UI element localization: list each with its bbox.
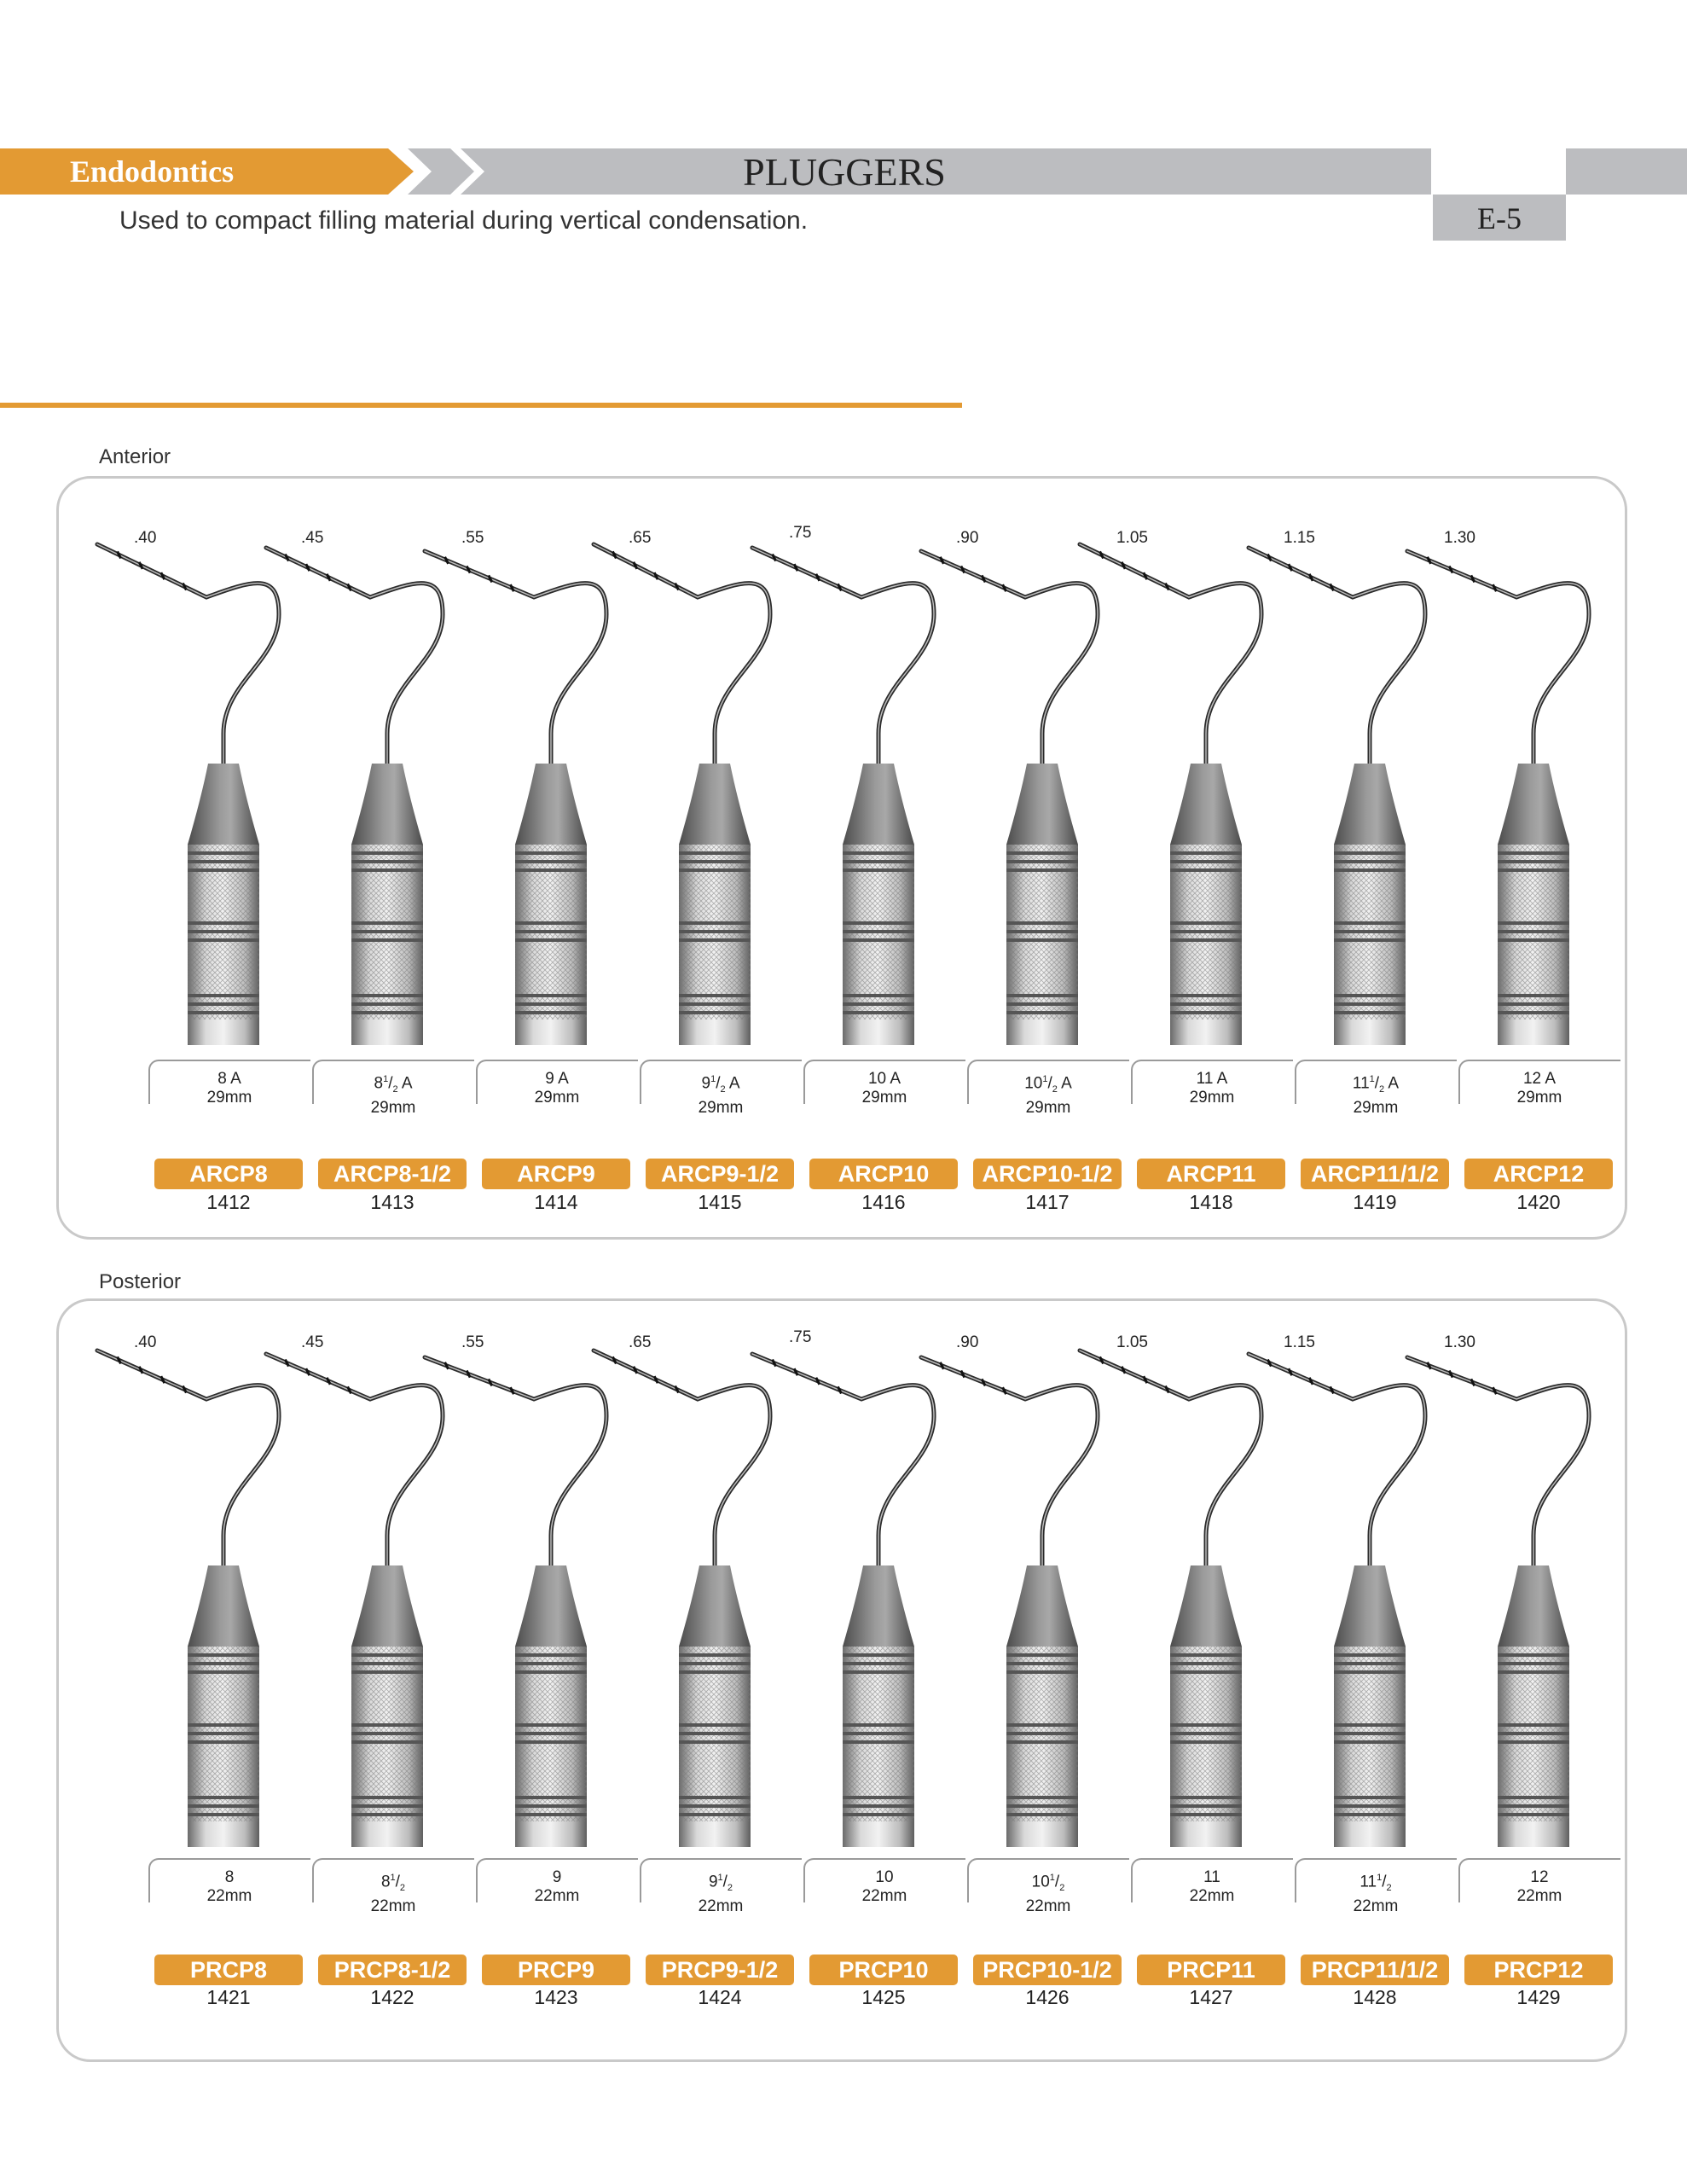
size-label xyxy=(312,1060,474,1099)
product-code-badge: ARCP9 xyxy=(482,1159,630,1189)
size-main: 12 xyxy=(1522,1070,1542,1088)
size-fraction-slash: / xyxy=(1374,1074,1380,1093)
size-fraction-numerator: 1 xyxy=(383,1074,389,1084)
tip-size-label: .40 xyxy=(134,529,157,547)
tip-size-label: .55 xyxy=(461,529,484,547)
size-main: 9 xyxy=(545,1070,554,1088)
size-label xyxy=(803,1858,965,1887)
size-fraction-slash: / xyxy=(722,1873,728,1891)
size-cell xyxy=(1295,1060,1457,1118)
size-main: 9 xyxy=(708,1873,718,1891)
catalog-number: 1424 xyxy=(698,1986,742,2008)
handle-ferrule xyxy=(1170,764,1242,845)
handle-ferrule xyxy=(351,1565,423,1647)
size-fraction-denominator: 2 xyxy=(1379,1084,1385,1095)
size-cell xyxy=(967,1060,1129,1118)
catalog-number: 1420 xyxy=(1516,1191,1561,1213)
size-cell xyxy=(967,1858,1129,1916)
size-fraction-denominator: 2 xyxy=(1059,1883,1065,1894)
length-label: 29mm xyxy=(1353,1099,1399,1118)
size-label xyxy=(1131,1060,1293,1089)
plugger-shaft xyxy=(921,1357,1098,1565)
size-suffix: A xyxy=(728,1074,740,1093)
tip-size-label: .45 xyxy=(301,1333,324,1351)
size-suffix: A xyxy=(1216,1070,1228,1088)
product-code-badge: PRCP11 xyxy=(1137,1955,1285,1985)
size-cell xyxy=(803,1060,965,1107)
plugger-shaft xyxy=(1407,1357,1589,1565)
size-fraction-denominator: 2 xyxy=(727,1883,733,1894)
plugger-shaft xyxy=(1080,544,1261,764)
size-label xyxy=(967,1858,1129,1897)
handle-ferrule xyxy=(1498,1565,1569,1647)
divider xyxy=(0,403,962,408)
size-main: 8 xyxy=(224,1868,235,1886)
size-cell xyxy=(640,1858,802,1916)
size-label xyxy=(148,1060,310,1089)
size-label xyxy=(476,1858,638,1887)
length-label: 29mm xyxy=(534,1089,580,1107)
handle-ferrule xyxy=(1334,764,1406,845)
size-main: 10 xyxy=(875,1868,894,1886)
tip-size-label: .55 xyxy=(461,1333,484,1351)
catalog-number: 1428 xyxy=(1353,1986,1397,2008)
tip-size-label: 1.30 xyxy=(1444,529,1475,547)
handle-ferrule xyxy=(843,1565,914,1647)
handle-ferrule xyxy=(679,1565,751,1647)
length-label: 22mm xyxy=(1025,1897,1071,1916)
size-cell xyxy=(476,1060,638,1107)
size-label xyxy=(1295,1858,1457,1897)
handle-ferrule xyxy=(188,1565,259,1647)
length-label: 22mm xyxy=(698,1897,744,1916)
plugger-shaft xyxy=(1080,1350,1261,1565)
product-code-badge: ARCP11 xyxy=(1137,1159,1285,1189)
catalog-number: 1423 xyxy=(534,1986,578,2008)
product-code-badge: PRCP10-1/2 xyxy=(973,1955,1122,1985)
length-label: 29mm xyxy=(861,1089,907,1107)
catalog-number: 1427 xyxy=(1189,1986,1233,2008)
length-label: 22mm xyxy=(861,1887,907,1905)
catalog-number: 1415 xyxy=(698,1191,742,1213)
handle-ferrule xyxy=(515,764,587,845)
product-code-badge: ARCP12 xyxy=(1464,1159,1613,1189)
size-main: 11 xyxy=(1352,1074,1370,1093)
catalog-number: 1425 xyxy=(861,1986,906,2008)
size-label xyxy=(640,1858,802,1897)
size-cell xyxy=(476,1858,638,1906)
length-label: 22mm xyxy=(1516,1887,1562,1905)
product-code-badge: ARCP8 xyxy=(154,1159,303,1189)
catalog-number: 1413 xyxy=(370,1191,415,1213)
handle-ferrule xyxy=(843,764,914,845)
size-fraction-denominator: 2 xyxy=(399,1883,406,1894)
size-cell xyxy=(312,1858,474,1916)
size-cell xyxy=(1131,1858,1293,1906)
handle-ferrule xyxy=(351,764,423,845)
size-fraction-numerator: 1 xyxy=(1369,1074,1375,1084)
size-fraction-denominator: 2 xyxy=(720,1084,726,1095)
product-code-badge: PRCP8 xyxy=(154,1955,303,1985)
size-fraction-slash: / xyxy=(388,1074,393,1093)
size-fraction-slash: / xyxy=(1047,1074,1052,1093)
tip-size-label: 1.05 xyxy=(1116,529,1148,547)
product-code-badge: ARCP9-1/2 xyxy=(646,1159,794,1189)
product-code-badge: ARCP11/1/2 xyxy=(1301,1159,1449,1189)
product-code-badge: PRCP10 xyxy=(809,1955,958,1985)
length-label: 29mm xyxy=(1516,1089,1562,1107)
size-label xyxy=(1458,1858,1620,1887)
size-main: 8 xyxy=(374,1074,384,1093)
size-main: 12 xyxy=(1530,1868,1549,1886)
size-main: 11 xyxy=(1359,1873,1377,1891)
length-label: 29mm xyxy=(1025,1099,1071,1118)
length-label: 22mm xyxy=(370,1897,416,1916)
size-label xyxy=(1458,1060,1620,1089)
size-cell xyxy=(640,1060,802,1118)
size-fraction-numerator: 1 xyxy=(1377,1873,1383,1883)
catalog-number: 1429 xyxy=(1516,1986,1561,2008)
plugger-shaft xyxy=(594,544,770,764)
size-label xyxy=(640,1060,802,1099)
length-label: 22mm xyxy=(1353,1897,1399,1916)
catalog-number: 1412 xyxy=(206,1191,251,1213)
size-suffix: A xyxy=(1061,1074,1072,1093)
page-description: Used to compact filling material during vertical condensation. xyxy=(119,206,809,235)
size-fraction-numerator: 1 xyxy=(710,1074,716,1084)
size-cell xyxy=(803,1858,965,1906)
length-label: 29mm xyxy=(206,1089,252,1107)
size-fraction-numerator: 1 xyxy=(1042,1074,1048,1084)
category-label: Endodontics xyxy=(70,154,235,189)
size-fraction-slash: / xyxy=(395,1873,400,1891)
handle-ferrule xyxy=(679,764,751,845)
product-code-badge: PRCP12 xyxy=(1464,1955,1613,1985)
tip-size-label: .45 xyxy=(301,529,324,547)
catalog-number: 1416 xyxy=(861,1191,906,1213)
tip-size-label: .65 xyxy=(629,529,652,547)
product-code-badge: ARCP8-1/2 xyxy=(318,1159,467,1189)
tip-size-label: 1.15 xyxy=(1284,1333,1315,1351)
size-cell xyxy=(1458,1060,1620,1107)
size-main: 10 xyxy=(1024,1074,1043,1093)
plugger-shaft xyxy=(97,1350,279,1565)
size-fraction-denominator: 2 xyxy=(1052,1084,1058,1095)
size-label xyxy=(1131,1858,1293,1887)
size-cell xyxy=(1295,1858,1457,1916)
length-label: 29mm xyxy=(698,1099,744,1118)
size-main: 11 xyxy=(1196,1070,1214,1088)
handle-ferrule xyxy=(1006,1565,1078,1647)
plugger-shaft xyxy=(1249,548,1425,764)
size-label xyxy=(312,1858,474,1897)
catalog-number: 1426 xyxy=(1025,1986,1070,2008)
length-label: 22mm xyxy=(534,1887,580,1905)
size-label xyxy=(476,1060,638,1089)
size-label xyxy=(148,1858,310,1887)
size-cell xyxy=(148,1858,310,1906)
size-label xyxy=(967,1060,1129,1099)
posterior-instruments xyxy=(0,1318,1687,1847)
plugger-shaft xyxy=(594,1350,770,1565)
handle-ferrule xyxy=(1006,764,1078,845)
product-code-badge: PRCP9 xyxy=(482,1955,630,1985)
size-suffix: A xyxy=(230,1070,241,1088)
size-cell xyxy=(1131,1060,1293,1107)
handle-ferrule xyxy=(1334,1565,1406,1647)
catalog-number: 1421 xyxy=(206,1986,251,2008)
catalog-number: 1414 xyxy=(534,1191,578,1213)
size-fraction-numerator: 1 xyxy=(717,1873,723,1883)
plugger-shaft xyxy=(97,544,279,764)
size-fraction-denominator: 2 xyxy=(1386,1883,1392,1894)
tip-size-label: 1.05 xyxy=(1116,1333,1148,1351)
handle-ferrule xyxy=(1170,1565,1242,1647)
title-banner-end xyxy=(1566,148,1687,195)
size-main: 10 xyxy=(1031,1873,1050,1891)
catalog-number: 1417 xyxy=(1025,1191,1070,1213)
size-fraction-numerator: 1 xyxy=(390,1873,396,1883)
section-label-anterior: Anterior xyxy=(99,445,171,468)
size-fraction-slash: / xyxy=(1054,1873,1060,1891)
product-code-badge: PRCP8-1/2 xyxy=(318,1955,467,1985)
tip-size-label: .40 xyxy=(134,1333,157,1351)
plugger-shaft xyxy=(266,548,443,764)
size-main: 11 xyxy=(1203,1868,1220,1886)
length-label: 22mm xyxy=(206,1887,252,1905)
product-code-badge: PRCP11/1/2 xyxy=(1301,1955,1449,1985)
size-suffix: A xyxy=(401,1074,413,1093)
size-cell xyxy=(1458,1858,1620,1906)
size-main: 8 xyxy=(380,1873,391,1891)
catalog-number: 1422 xyxy=(370,1986,415,2008)
tip-size-label: 1.15 xyxy=(1284,529,1315,547)
section-label-posterior: Posterior xyxy=(99,1270,182,1293)
page-title: PLUGGERS xyxy=(743,150,946,194)
product-code-badge: PRCP9-1/2 xyxy=(646,1955,794,1985)
size-fraction-slash: / xyxy=(716,1074,721,1093)
tip-size-label: .75 xyxy=(789,524,812,542)
tip-size-label: .90 xyxy=(956,529,979,547)
size-suffix: A xyxy=(1388,1074,1400,1093)
handle-ferrule xyxy=(188,764,259,845)
length-label: 29mm xyxy=(1189,1089,1235,1107)
catalog-number: 1418 xyxy=(1189,1191,1233,1213)
size-suffix: A xyxy=(890,1070,901,1088)
plugger-shaft xyxy=(425,1357,606,1565)
anterior-instruments xyxy=(0,512,1687,1049)
page-number: E-5 xyxy=(1433,195,1566,241)
plugger-shaft xyxy=(752,548,934,764)
size-label xyxy=(1295,1060,1457,1099)
catalog-number: 1419 xyxy=(1353,1191,1397,1213)
size-main: 10 xyxy=(867,1070,887,1088)
size-cell xyxy=(312,1060,474,1118)
size-suffix: A xyxy=(1545,1070,1557,1088)
length-label: 29mm xyxy=(370,1099,416,1118)
size-cell xyxy=(148,1060,310,1107)
handle-ferrule xyxy=(515,1565,587,1647)
size-main: 8 xyxy=(217,1070,227,1088)
size-main: 9 xyxy=(552,1868,562,1886)
size-fraction-denominator: 2 xyxy=(392,1084,398,1095)
size-fraction-slash: / xyxy=(1382,1873,1387,1891)
tip-size-label: .75 xyxy=(789,1328,812,1346)
size-main: 9 xyxy=(701,1074,711,1093)
size-suffix: A xyxy=(558,1070,569,1088)
tip-size-label: .65 xyxy=(629,1333,652,1351)
handle-ferrule xyxy=(1498,764,1569,845)
size-label xyxy=(803,1060,965,1089)
tip-size-label: 1.30 xyxy=(1444,1333,1475,1351)
product-code-badge: ARCP10-1/2 xyxy=(973,1159,1122,1189)
size-fraction-numerator: 1 xyxy=(1049,1873,1055,1883)
product-code-badge: ARCP10 xyxy=(809,1159,958,1189)
tip-size-label: .90 xyxy=(956,1333,979,1351)
length-label: 22mm xyxy=(1189,1887,1235,1905)
